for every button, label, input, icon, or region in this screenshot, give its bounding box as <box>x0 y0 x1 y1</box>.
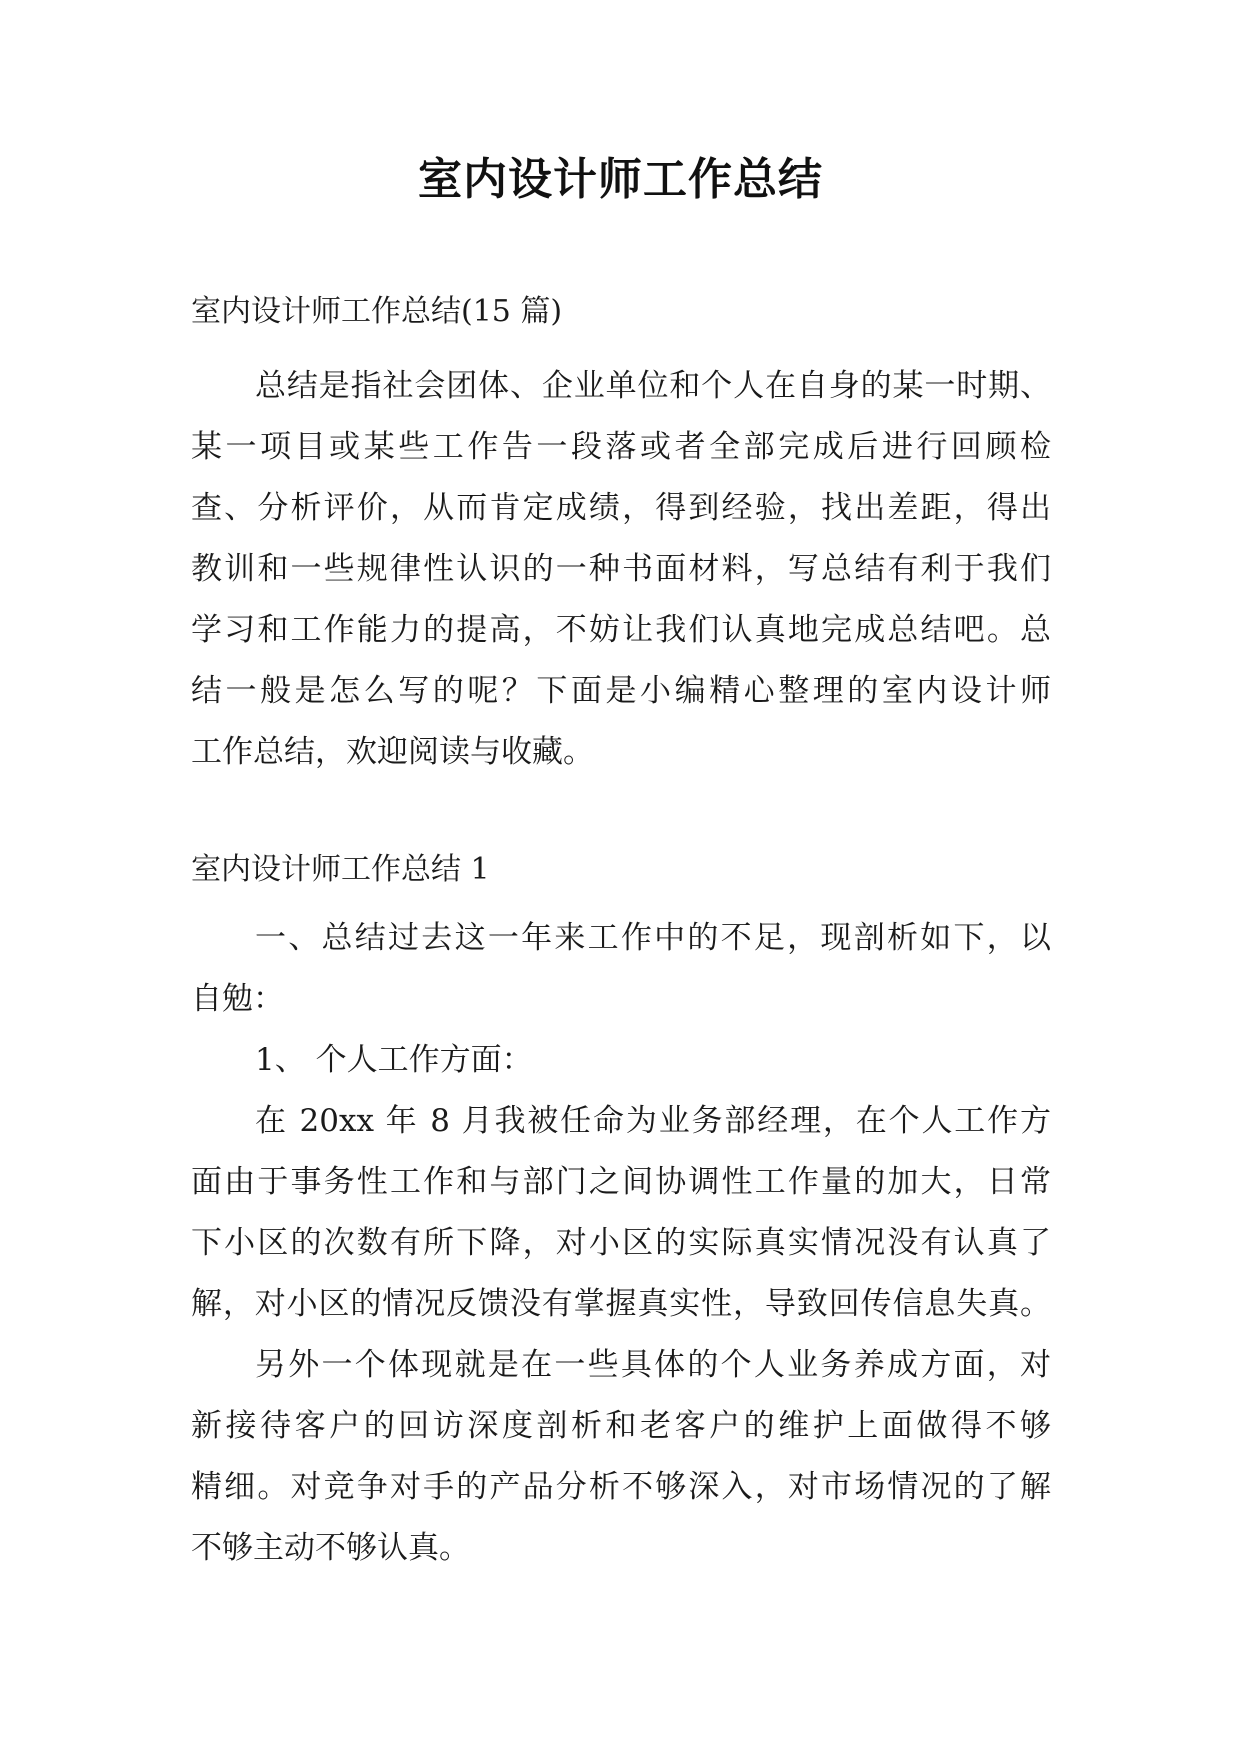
section-heading: 室内设计师工作总结 1 <box>191 852 490 887</box>
intro-line: 工作总结，欢迎阅读与收藏。 <box>191 734 594 770</box>
section1-body <box>191 908 1051 1579</box>
intro-line: 查、分析评价，从而肯定成绩，得到经验，找出差距，得出 <box>191 490 1051 526</box>
section1-line: 1、 个人工作方面： <box>255 1042 533 1078</box>
section1-line: 不够主动不够认真。 <box>191 1530 470 1566</box>
section1-line: 精细。对竞争对手的产品分析不够深入，对市场情况的了解 <box>191 1469 1051 1505</box>
intro-paragraph <box>191 356 1051 783</box>
document-title: 室内设计师工作总结 <box>418 154 823 205</box>
section1-line: 下小区的次数有所下降，对小区的实际真实情况没有认真了 <box>191 1225 1051 1261</box>
section1-line: 新接待客户的回访深度剖析和老客户的维护上面做得不够 <box>191 1408 1051 1444</box>
intro-line: 某一项目或某些工作告一段落或者全部完成后进行回顾检 <box>191 429 1051 465</box>
section1-line: 另外一个体现就是在一些具体的个人业务养成方面，对 <box>255 1347 1051 1383</box>
intro-line: 总结是指社会团体、企业单位和个人在自身的某一时期、 <box>255 368 1051 404</box>
section1-line: 一、总结过去这一年来工作中的不足，现剖析如下，以 <box>255 920 1051 956</box>
section1-line: 面由于事务性工作和与部门之间协调性工作量的加大，日常 <box>191 1164 1051 1200</box>
intro-line: 学习和工作能力的提高，不妨让我们认真地完成总结吧。总 <box>191 612 1051 648</box>
document-subtitle: 室内设计师工作总结(15 篇) <box>191 294 563 329</box>
section1-line: 在 20xx 年 8 月我被任命为业务部经理，在个人工作方 <box>255 1103 1051 1139</box>
section1-line: 解，对小区的情况反馈没有掌握真实性，导致回传信息失真。 <box>191 1286 1051 1322</box>
intro-line: 结一般是怎么写的呢？下面是小编精心整理的室内设计师 <box>191 673 1051 709</box>
section1-line: 自勉： <box>191 981 284 1017</box>
intro-line: 教训和一些规律性认识的一种书面材料，写总结有利于我们 <box>191 551 1051 587</box>
